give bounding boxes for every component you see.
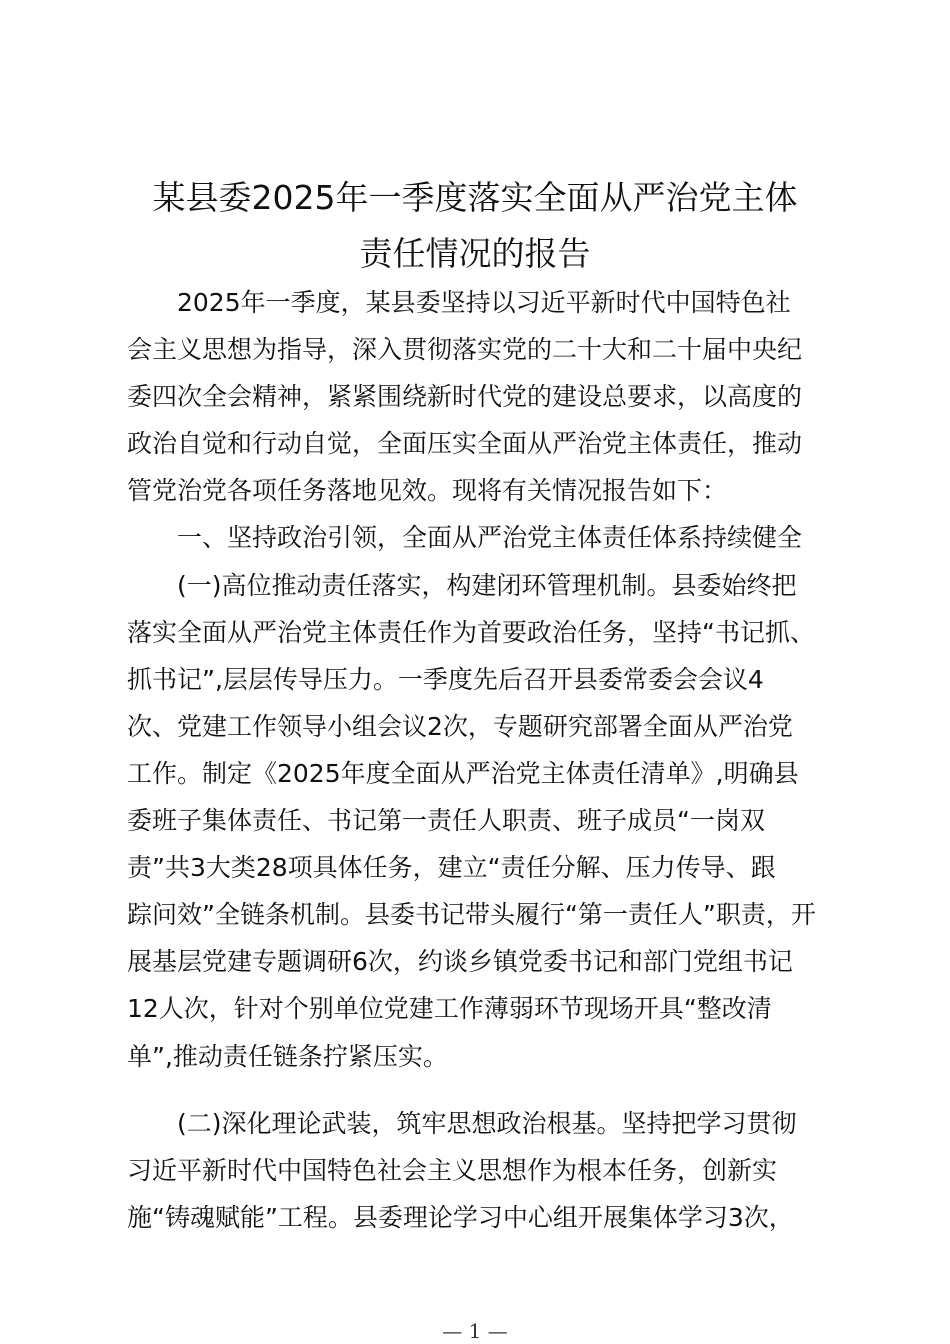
- text-line: 会主义思想为指导，深入贯彻落实党的二十大和二十届中央纪: [127, 335, 803, 365]
- paragraph-gap: [127, 1080, 827, 1100]
- text-line: 政治自觉和行动自觉，全面压实全面从严治党主体责任，推动: [127, 429, 803, 459]
- text-line: 12人次，针对个别单位党建工作薄弱环节现场开具“整改清: [127, 994, 772, 1024]
- heading-line: 一、坚持政治引领，全面从严治党主体责任体系持续健全: [177, 523, 803, 553]
- text-line: 施“铸魂赋能”工程。县委理论学习中心组开展集体学习3次，: [127, 1202, 794, 1232]
- section-heading: [127, 514, 827, 561]
- text-line: 落实全面从严治党主体责任作为首要政治任务，坚持“书记抓、: [127, 617, 815, 647]
- title-line-2: 责任情况的报告: [359, 234, 591, 273]
- paragraph-intro: [127, 279, 827, 514]
- text-line: 踪问效”全链条机制。县委书记带头履行“第一责任人”职责，开: [127, 900, 816, 930]
- title-line-1: 某县委2025年一季度落实全面从严治党主体: [152, 178, 798, 217]
- text-line: 单”,推动责任链条拧紧压实。: [127, 1041, 448, 1071]
- text-line: 次、党建工作领导小组会议2次，专题研究部署全面从严治党: [127, 711, 793, 741]
- text-line: (二)深化理论武装，筑牢思想政治根基。坚持把学习贯彻: [177, 1108, 797, 1138]
- text-line: 抓书记”,层层传导压力。一季度先后召开县委常委会会议4: [127, 664, 764, 694]
- text-line: 展基层党建专题调研6次，约谈乡镇党委书记和部门党组书记: [127, 947, 793, 977]
- paragraph-section-1-2: [127, 1100, 827, 1241]
- text-line: 责”共3大类28项具体任务，建立“责任分解、压力传导、跟: [127, 853, 776, 883]
- page-number: — 1 —: [442, 1319, 508, 1343]
- document-body: [127, 279, 827, 1241]
- paragraph-section-1-1: [127, 562, 827, 1080]
- text-line: 2025年一季度，某县委坚持以习近平新时代中国特色社: [177, 288, 791, 317]
- text-line: (一)高位推动责任落实，构建闭环管理机制。县委始终把: [177, 570, 797, 600]
- text-line: 委班子集体责任、书记第一责任人职责、班子成员“一岗双: [127, 806, 765, 836]
- document-title: [100, 170, 850, 282]
- text-line: 习近平新时代中国特色社会主义思想作为根本任务，创新实: [127, 1155, 778, 1185]
- text-line: 委四次全会精神，紧紧围绕新时代党的建设总要求，以高度的: [127, 382, 803, 412]
- text-line: 管党治党各项任务落地见效。现将有关情况报告如下：: [127, 476, 728, 506]
- text-line: 工作。制定《2025年度全面从严治党主体责任清单》,明确县: [127, 758, 799, 788]
